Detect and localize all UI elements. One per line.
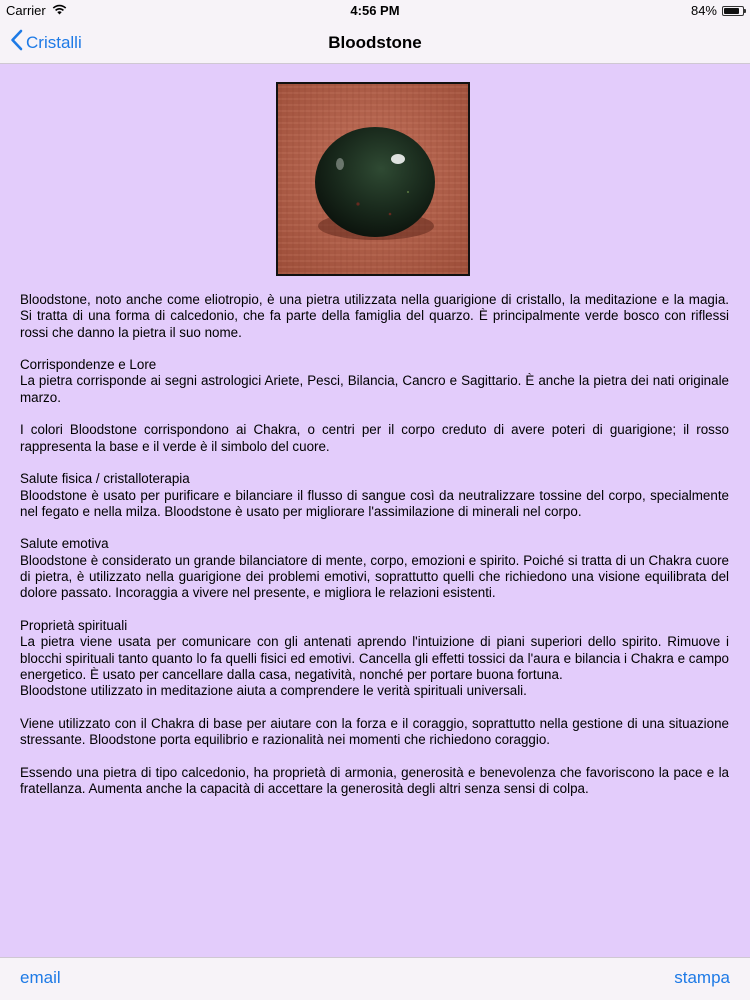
description-text (20, 292, 729, 814)
lore-text: La pietra corrisponde ai segni astrologici Ariete, Pesci, Bilancia, Cancro e Sagittario. È anche la pietra dei nati originale marzo. (20, 373, 729, 405)
status-time: 4:56 PM (350, 3, 400, 18)
print-button[interactable]: stampa (674, 968, 730, 987)
spiritual-text-2: Bloodstone utilizzato in meditazione aiuta a comprendere le verità spirituali universali. (20, 683, 527, 699)
emotional-heading: Salute emotiva (20, 536, 109, 552)
spiritual-section (20, 618, 729, 699)
chakra-paragraph: I colori Bloodstone corrispondono ai Chakra, o centri per il corpo creduto di avere poteri di guarigione; il rosso rappresenta la base e il verde è il simbolo del cuore. (20, 422, 729, 454)
status-right (691, 3, 744, 18)
physical-text: Bloodstone è usato per purificare e bilanciare il flusso di sangue così da neutralizzare tossine del corpo, specialmente nel fegato e nella milza. Bloodstone è usato per migliorare l'assimilazione di minerali nel corpo. (20, 487, 729, 519)
emotional-section (20, 536, 729, 601)
physical-heading: Salute fisica / cristalloterapia (20, 471, 190, 487)
spiritual-heading: Proprietà spirituali (20, 617, 128, 633)
status-bar (0, 0, 750, 22)
content-area[interactable] (0, 64, 750, 957)
bottom-toolbar (0, 957, 750, 1000)
email-button[interactable]: email (20, 968, 61, 987)
intro-paragraph: Bloodstone, noto anche come eliotropio, è una pietra utilizzata nella guarigione di cristallo, la meditazione e la magia. Si tratta di una forma di calcedonio, che fa parte della famiglia del quarzo. È principalmente verde bosco con riflessi rossi che danno la pietra il suo nome. (20, 292, 729, 340)
back-button-label: Cristalli (26, 32, 82, 52)
physical-section (20, 471, 729, 520)
battery-level (724, 8, 739, 14)
spiritual-text: La pietra viene usata per comunicare con gli antenati aprendo l'intuizione di piani superiori dello spirito. Rimuove i blocchi spirituali tanto quanto lo fa quelli fisici ed emotivi. Cancella gli effetti tossici da l'aura e bilancia i Chakra e campo energetico. È usato per cancellare dalla casa, negatività, nonché per portare buona fortuna. (20, 634, 729, 682)
page-title: Bloodstone (328, 33, 422, 52)
emotional-text: Bloodstone è considerato un grande bilanciatore di mente, corpo, emozioni e spirito. Poiché si tratta di un Chakra cuore di pietra, è utilizzato nella guarigione dei problemi emotivi, soprattutto quelli che richiedono una visione equilibrata del dolore passato. Incoraggia a vivere nel presente, e migliora le relazioni esistenti. (20, 552, 729, 601)
navigation-bar (0, 22, 750, 64)
chalcedony-paragraph: Essendo una pietra di tipo calcedonio, ha proprietà di armonia, generosità e benevolenza che favoriscono la pace e la fratellanza. Aumenta anche la capacità di accettare la generosità degli altri senza sensi di colpa. (20, 764, 729, 796)
base-chakra-paragraph: Viene utilizzato con il Chakra di base per aiutare con la forza e il coraggio, soprattutto nella gestione di una situazione stressante. Bloodstone porta equilibrio e razionalità nei momenti che richiedono coraggio. (20, 715, 729, 748)
battery-icon (722, 6, 744, 16)
bloodstone-image (278, 84, 468, 274)
lore-heading: Corrispondenze e Lore (20, 357, 157, 373)
lore-section (20, 357, 729, 406)
carrier-label: Carrier (6, 3, 46, 18)
battery-percent: 84% (690, 3, 717, 18)
stone-photo (276, 82, 470, 276)
